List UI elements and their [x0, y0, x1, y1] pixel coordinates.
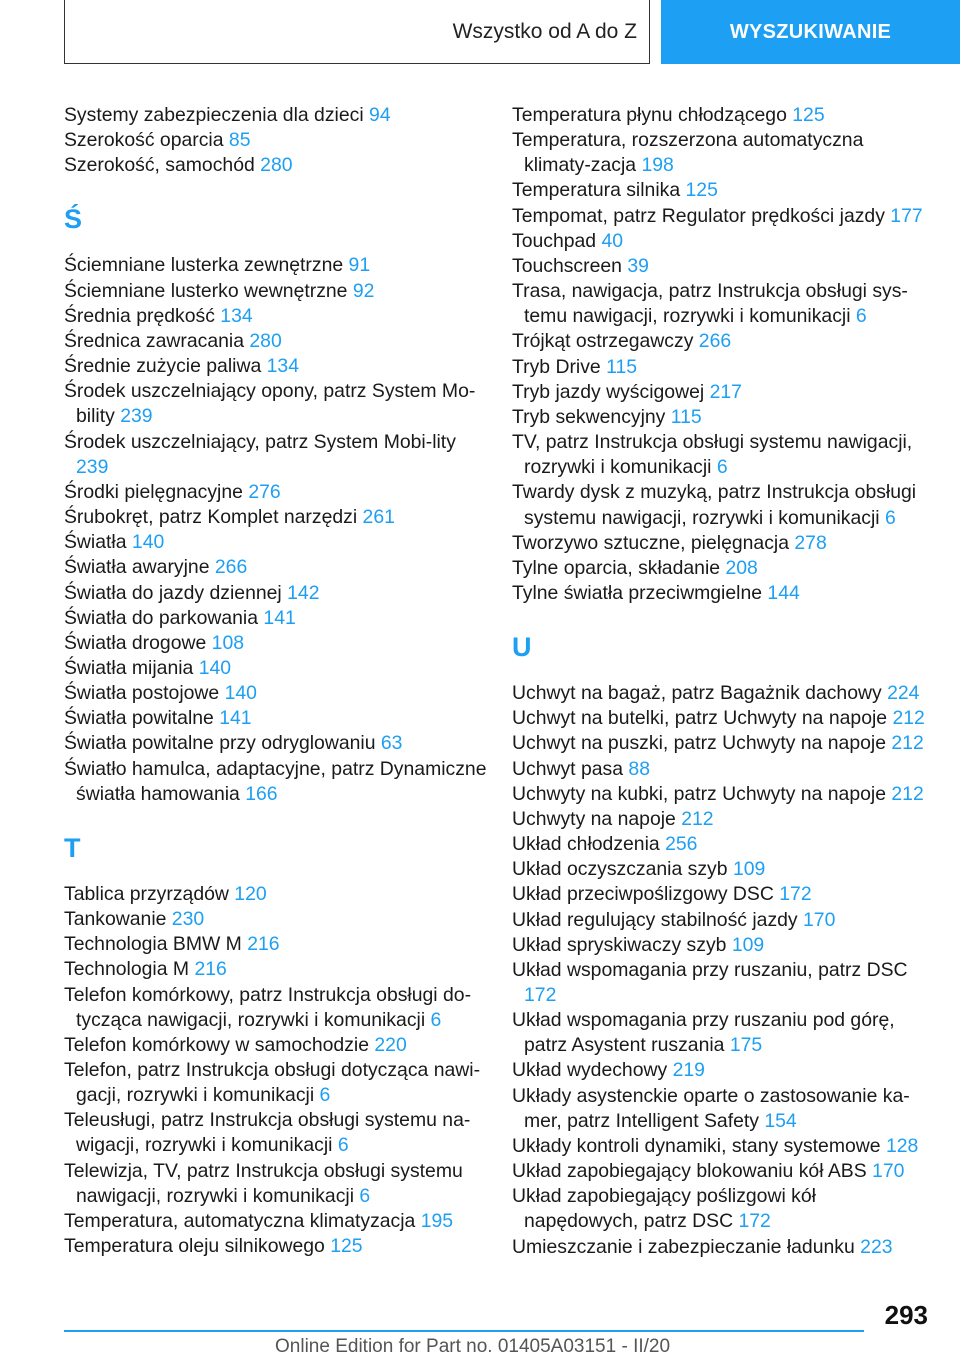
index-entry	[512, 355, 932, 380]
index-entry-term: Telewizja, TV, patrz Instrukcja obsługi systemu nawigacji, rozrywki i komunikacji	[64, 1159, 463, 1207]
index-page-link[interactable]: 142	[287, 581, 320, 604]
index-entry	[64, 354, 489, 379]
index-entry-term: Systemy zabezpieczenia dla dzieci	[64, 104, 364, 126]
index-page-link[interactable]: 88	[628, 757, 650, 780]
index-entry	[512, 882, 932, 907]
index-page-link[interactable]: 172	[524, 984, 557, 1006]
index-entry-term: Telefon, patrz Instrukcja obsługi dotycząca nawi‐gacji, rozrywki i komunikacji	[64, 1059, 481, 1107]
footer-divider	[64, 1330, 864, 1332]
index-entry	[512, 1184, 932, 1234]
index-page-link[interactable]: 220	[374, 1033, 407, 1056]
index-entry-term: Twardy dysk z muzyką, patrz Instrukcja obsługi systemu nawigacji, rozrywki i komunikacji	[512, 481, 917, 529]
index-page-link[interactable]: 141	[219, 707, 252, 730]
index-page-link[interactable]: 170	[803, 908, 836, 931]
index-page-link[interactable]: 125	[330, 1235, 363, 1258]
index-page-link[interactable]: 39	[627, 254, 649, 277]
index-entry	[512, 681, 932, 706]
index-entry	[64, 957, 489, 982]
index-entry-term: Środki pielęgnacyjne	[64, 480, 243, 503]
index-entry	[512, 1008, 932, 1058]
header-tabs	[64, 0, 960, 64]
index-entry	[64, 1058, 489, 1108]
index-entry-term: Temperatura silnika	[512, 179, 681, 202]
index-page-link[interactable]: 140	[198, 656, 232, 679]
index-entry-term: Światła powitalne	[64, 707, 214, 730]
index-entry-term: Układ wspomagania przy ruszaniu, patrz DSC	[512, 958, 908, 981]
index-page-link[interactable]: 266	[214, 556, 248, 579]
index-page-link[interactable]: 216	[247, 933, 280, 956]
index-entry-term: Teleusługi, patrz Instrukcja obsługi systemu na‐wigacji, rozrywki i komunikacji	[64, 1109, 471, 1157]
index-entry-term: Światła mijania	[64, 656, 194, 679]
index-entry-term: Układy kontroli dynamiki, stany systemowe	[512, 1134, 881, 1157]
index-entry	[512, 857, 932, 882]
index-page-link[interactable]: 85	[228, 129, 251, 152]
index-page-link[interactable]: 92	[352, 279, 375, 302]
index-entry	[512, 807, 932, 832]
index-entry	[512, 933, 932, 958]
index-entry-term: Umieszczanie i zabezpieczanie ładunku	[512, 1235, 855, 1258]
index-column-left	[64, 103, 489, 1259]
index-entry-term: Uchwyt na puszki, patrz Uchwyty na napoje	[512, 732, 886, 755]
index-entry	[64, 731, 489, 756]
index-page-link[interactable]: 230	[171, 908, 205, 931]
index-entry-term: Uchwyt na butelki, patrz Uchwyty na napoje	[512, 707, 888, 730]
index-entry	[64, 606, 489, 631]
index-entry	[512, 1084, 932, 1134]
index-entry-term: Tryb Drive	[512, 355, 601, 378]
index-entry	[64, 1209, 489, 1234]
index-page-link[interactable]: 208	[725, 556, 758, 579]
tab-a-to-z[interactable]	[64, 0, 650, 64]
index-page-link[interactable]: 144	[767, 581, 800, 604]
index-entry	[64, 530, 489, 555]
tab-search-label: WYSZUKIWANIE	[729, 20, 892, 43]
index-page-link[interactable]: 175	[729, 1034, 763, 1057]
index-entry-term: Temperatura, automatyczna klimatyzacja	[64, 1209, 416, 1232]
index-page-link[interactable]: 115	[670, 405, 702, 428]
index-entry	[512, 958, 932, 1008]
index-entry	[64, 128, 489, 153]
index-entry-term: Ściemniane lusterko wewnętrzne	[64, 279, 348, 302]
index-entry	[64, 1159, 489, 1209]
index-entry	[512, 128, 932, 178]
index-section-letter: Ś	[64, 204, 83, 235]
index-entry-term: Światła awaryjne	[64, 556, 210, 579]
index-entry-term: Światła drogowe	[64, 631, 207, 654]
index-entry-term: Touchscreen	[512, 254, 622, 277]
index-page-link[interactable]: 6	[319, 1084, 331, 1107]
index-entry	[64, 1033, 489, 1058]
index-page-link[interactable]: 91	[348, 254, 371, 277]
index-entry	[512, 279, 932, 329]
index-page-link[interactable]: 261	[362, 506, 395, 529]
index-entry-term: Światła powitalne przy odryglowaniu	[64, 732, 376, 755]
index-page-link[interactable]: 170	[872, 1160, 905, 1183]
index-entry	[64, 505, 489, 530]
index-entry-term: Tylne oparcia, składanie	[512, 556, 721, 579]
index-page-link[interactable]: 216	[194, 958, 227, 981]
index-entry	[64, 555, 489, 580]
index-entry-term: Światła	[64, 531, 127, 554]
index-entry	[64, 430, 489, 480]
index-entry-term: Układ chłodzenia	[512, 833, 660, 856]
index-page-link[interactable]: 198	[641, 154, 674, 177]
index-page-link[interactable]: 108	[211, 631, 245, 654]
index-entry-term: Średnica zawracania	[64, 329, 244, 352]
index-entry-term: Uchwyt na bagaż, patrz Bagażnik dachowy	[512, 682, 882, 705]
index-entry	[64, 153, 489, 178]
index-page-link[interactable]: 140	[224, 682, 257, 705]
index-entry	[512, 1235, 932, 1260]
index-entry-term: Telefon komórkowy w samochodzie	[64, 1033, 369, 1056]
index-entry	[64, 757, 489, 807]
index-entry-term: Uchwyty na napoje	[512, 807, 676, 830]
index-entry-term: TV, patrz Instrukcja obsługi systemu nawigacji, rozrywki i komunikacji	[512, 431, 913, 479]
index-entry-term: Układ spryskiwaczy szyb	[512, 933, 727, 956]
index-entry-term: Technologia BMW M	[64, 933, 242, 956]
index-entry-term: Tempomat, patrz Regulator prędkości jazdy	[512, 204, 885, 227]
index-entry	[512, 757, 932, 782]
index-page-link[interactable]: 125	[685, 179, 718, 202]
index-entry	[512, 329, 932, 354]
index-entry	[64, 379, 489, 429]
index-entry	[64, 706, 489, 731]
index-entry	[64, 907, 489, 932]
index-entry-term: Tylne światła przeciwmgielne	[512, 581, 763, 604]
index-entry	[512, 254, 932, 279]
index-entry	[64, 656, 489, 681]
index-entry-term: Układy asystenckie oparte o zastosowanie ka‐mer, patrz Intelligent Safety	[512, 1084, 910, 1132]
index-entry-term: Śrubokręt, patrz Komplet narzędzi	[64, 506, 358, 529]
index-entry	[512, 1134, 932, 1159]
index-page-link[interactable]: 128	[885, 1134, 919, 1157]
index-entry-term: Średnie zużycie paliwa	[64, 355, 262, 378]
index-page-link[interactable]: 223	[860, 1235, 893, 1258]
index-entry-term: Telefon komórkowy, patrz Instrukcja obsługi do‐tycząca nawigacji, rozrywki i komunikacji	[64, 983, 472, 1031]
index-entry	[512, 103, 932, 128]
index-entry	[64, 253, 489, 278]
index-entry	[512, 731, 932, 756]
index-column-right	[512, 103, 932, 1260]
index-page-link[interactable]: 154	[764, 1109, 797, 1132]
index-section-letter: U	[512, 632, 532, 663]
index-page-link[interactable]: 217	[709, 380, 742, 403]
tab-a-to-z-label: Wszystko od A do Z	[452, 19, 637, 43]
index-entry	[512, 1058, 932, 1083]
index-entry-term: Ściemniane lusterka zewnętrzne	[64, 254, 344, 277]
index-entry	[512, 480, 932, 530]
index-page-link[interactable]: 6	[855, 305, 867, 328]
index-page-link[interactable]: 94	[369, 104, 391, 126]
index-page-link[interactable]: 266	[698, 330, 732, 353]
index-page-link[interactable]: 239	[76, 455, 109, 478]
index-entry	[512, 556, 932, 581]
index-entry	[64, 279, 489, 304]
index-page-link[interactable]: 212	[892, 707, 925, 730]
index-entry-term: Układ przeciwpoślizgowy DSC	[512, 883, 774, 906]
index-entry-term: Tankowanie	[64, 908, 167, 931]
index-page-link[interactable]: 212	[891, 732, 924, 755]
index-entry	[512, 1159, 932, 1184]
index-entry-term: Światła postojowe	[64, 682, 220, 705]
index-entry-term: Temperatura oleju silnikowego	[64, 1235, 325, 1258]
index-page-link[interactable]: 256	[665, 833, 698, 856]
index-entry-term: Touchpad	[512, 229, 597, 252]
index-entry-term: Układ oczyszczania szyb	[512, 858, 728, 881]
index-entry	[512, 908, 932, 933]
index-entry-term: Tryb jazdy wyścigowej	[512, 380, 705, 403]
index-page-link[interactable]: 125	[792, 104, 825, 126]
index-page-link[interactable]: 6	[359, 1184, 371, 1207]
index-entry	[512, 706, 932, 731]
index-entry-term: Uchwyty na kubki, patrz Uchwyty na napoje	[512, 782, 886, 805]
index-page-link[interactable]: 166	[245, 782, 278, 805]
index-page-link[interactable]: 195	[420, 1209, 454, 1232]
index-entry-term: Światła do parkowania	[64, 606, 259, 629]
index-entry-term: Średnia prędkość	[64, 304, 215, 327]
index-entry-term: Szerokość, samochód	[64, 154, 255, 177]
index-entry-term: Temperatura płynu chłodzącego	[512, 104, 787, 126]
index-entry-term: Układ zapobiegający poślizgowi kół napędowych, patrz DSC	[512, 1185, 816, 1233]
index-entry	[64, 681, 489, 706]
index-page-link[interactable]: 212	[891, 782, 924, 805]
index-page-link[interactable]: 6	[430, 1008, 442, 1031]
index-entry	[512, 832, 932, 857]
index-entry	[512, 531, 932, 556]
index-entry	[512, 380, 932, 405]
index-page-link[interactable]: 278	[794, 531, 827, 554]
index-entry-term: Szerokość oparcia	[64, 129, 224, 152]
index-page-link[interactable]: 6	[716, 456, 728, 479]
index-section-letter: T	[64, 832, 81, 863]
index-entry	[64, 1234, 489, 1259]
index-page-link[interactable]: 141	[263, 606, 296, 629]
index-entry-term: Tryb sekwencyjny	[512, 405, 666, 428]
index-entry	[64, 932, 489, 957]
index-entry-term: Tablica przyrządów	[64, 882, 229, 905]
index-entry-term: Uchwyt pasa	[512, 757, 624, 780]
index-page-link[interactable]: 134	[220, 304, 253, 327]
index-entry-term: Układ wydechowy	[512, 1059, 668, 1082]
index-page-link[interactable]: 172	[738, 1210, 771, 1233]
index-entry-term: Środek uszczelniający, patrz System Mobi‐lity	[64, 430, 456, 453]
index-page-link[interactable]: 219	[672, 1059, 705, 1082]
index-entry-term: Układ zapobiegający blokowaniu kół ABS	[512, 1160, 867, 1183]
index-entry	[64, 304, 489, 329]
index-page-link[interactable]: 6	[884, 506, 896, 529]
edition-footer: Online Edition for Part no. 01405A03151 - II/20	[275, 1336, 671, 1357]
index-entry-term: Układ wspomagania przy ruszaniu pod górę, patrz Asystent ruszania	[512, 1009, 895, 1057]
index-entry-term: Światła do jazdy dziennej	[64, 581, 282, 604]
index-entry-term: Trasa, nawigacja, patrz Instrukcja obsługi sys‐temu nawigacji, rozrywki i komunikacji	[512, 280, 908, 328]
index-entry-term: Układ regulujący stabilność jazdy	[512, 908, 798, 931]
page-number: 293	[884, 1300, 928, 1330]
index-page-link[interactable]: 6	[337, 1134, 349, 1157]
index-page-link[interactable]: 115	[606, 355, 638, 378]
index-page-link[interactable]: 120	[234, 882, 267, 905]
index-entry	[512, 178, 932, 203]
index-entry	[64, 581, 489, 606]
index-entry	[64, 983, 489, 1033]
index-entry	[512, 204, 932, 229]
tab-search[interactable]	[661, 0, 960, 64]
index-page-link[interactable]: 172	[779, 883, 812, 906]
index-entry-term: Tworzywo sztuczne, pielęgnacja	[512, 531, 789, 554]
index-entry	[512, 430, 932, 480]
index-page-link[interactable]: 109	[732, 858, 766, 881]
index-page-link[interactable]: 276	[248, 480, 281, 503]
index-entry	[64, 1108, 489, 1158]
index-entry	[512, 405, 932, 430]
index-entry	[512, 782, 932, 807]
index-entry	[64, 480, 489, 505]
index-entry-term: Środek uszczelniający opony, patrz System Mo‐bility	[64, 380, 476, 428]
index-page-link[interactable]: 239	[120, 405, 153, 428]
index-page-link[interactable]: 177	[890, 204, 923, 227]
index-entry-term: Temperatura, rozszerzona automatyczna klimaty‐zacja	[512, 129, 864, 177]
index-entry-term: Trójkąt ostrzegawczy	[512, 330, 694, 353]
index-page-link[interactable]: 212	[681, 807, 714, 830]
index-entry	[64, 329, 489, 354]
index-entry	[64, 103, 489, 128]
index-page-link[interactable]: 63	[380, 732, 403, 755]
index-page-link[interactable]: 280	[260, 154, 293, 177]
index-page-link[interactable]: 134	[266, 355, 299, 378]
index-page-link[interactable]: 109	[731, 933, 765, 956]
index-entry-term: Światło hamulca, adaptacyjne, patrz Dynamiczne światła hamowania	[64, 757, 487, 805]
index-entry	[512, 581, 932, 606]
index-entry	[512, 229, 932, 254]
index-entry	[64, 631, 489, 656]
index-page-link[interactable]: 40	[601, 229, 624, 252]
index-page-link[interactable]: 224	[887, 682, 920, 705]
index-entry-term: Technologia M	[64, 958, 190, 981]
index-page-link[interactable]: 140	[131, 531, 165, 554]
index-page-link[interactable]: 280	[249, 329, 282, 352]
index-entry	[64, 882, 489, 907]
